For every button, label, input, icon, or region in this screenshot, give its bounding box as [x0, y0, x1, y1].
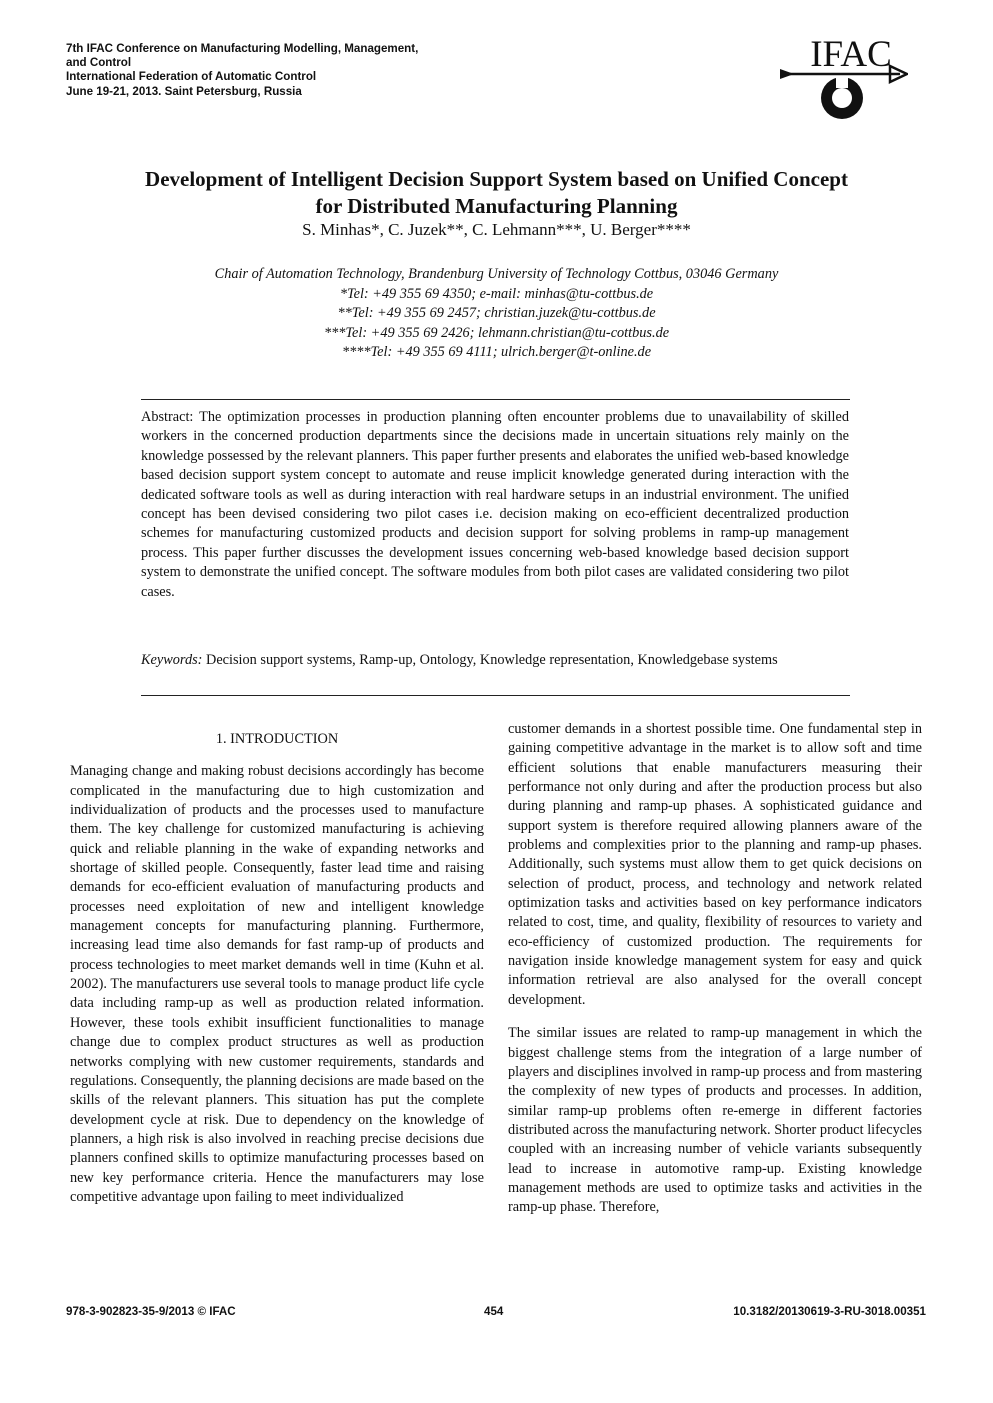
title-line: for Distributed Manufacturing Planning — [315, 194, 678, 218]
body-paragraph: customer demands in a shortest possible time. One fundamental step in gaining competitive advantage in the market is to allow soft and time efficient solutions that enable manufacturers measuring their performance not only during and after the production process but also during planning and ramp-up phases. A sophisticated guidance and support system is therefore required allowing planners aware of the problems and complexities prior to the planning and ramp-up phases. Additionally, such systems must allow them to get quick decisions on selection of product, process, and technology and network related optimization tasks and activities based on key performance indicators related to cost, time, and quality, flexibility of resources to variety and eco-efficiency of customized production. The requirements for navigation inside knowledge management system for easy and quick information retrieval are also analysed for the overall concept development. — [508, 721, 922, 1008]
keywords — [141, 651, 849, 670]
footer-page-number: 454 — [484, 1305, 504, 1318]
affiliation-line: **Tel: +49 355 69 2457; christian.juzek@tu-cottbus.de — [337, 305, 656, 321]
affiliations — [40, 265, 953, 363]
keywords-text: Decision support systems, Ramp-up, Ontology, Knowledge representation, Knowledgebase systems — [202, 652, 778, 668]
ifac-logo-text: IFAC — [810, 34, 892, 75]
body-paragraph: Managing change and making robust decisions accordingly has become complicated in the manufacturing due to high customization and individualization of products and the processes used to manufacture them. The key challenge for customized manufacturing is achieving quick and reliable planning in the wake of expanding networks and shortage of skilled people. Consequently, faster lead time and raising demands for eco-efficient evaluation of manufacturing products and processes need exploitation of new and intelligent knowledge management concepts for manufacturing planning. Furthermore, increasing lead time also demands for fast ramp-up of products and process technologies to meet market demands well in time (Kuhn et al. 2002). The manufacturers use several tools to manage product life cycle data including ramp-up as well as production related information. However, these tools exhibit insufficient functionalities to manage change due to complex product structures as well as production networks complying with new customer requirements, standards and regulations. Consequently, the planning decisions are made based on the skills of the relevant planners. This situation has put the complete development cycle at risk. Due to dependency on the knowledge of planners, a high risk is also involved in reaching precise decisions due planners confined skills to optimize manufacturing processes based on new key performance criteria. Hence the manufacturers may lose competitive advantage upon failing to meet individualized — [70, 763, 484, 1205]
conference-line: June 19-21, 2013. Saint Petersburg, Russia — [66, 84, 302, 98]
abstract: Abstract: The optimization processes in production planning often encounter problems due to unavailability of skilled workers in the concerned production departments since the decisions made in uncertain situations rely mainly on the knowledge possessed by the relevant planners. This paper further presents and elaborates the unified web-based knowledge based decision support system concept to automate and reuse implicit knowledge generated during interaction with the dedicated software tools as well as during interaction with real hardware setups in an industrial environment. The unified concept has been devised considering two pilot cases i.e. decision making on eco-efficient decentralized production schemes for manufacturing customized products and decision support for solving problems in ramp-up management process. This paper further discusses the development issues concerning web-based knowledge based decision support system to demonstrate the unified concept. The software modules from both pilot cases are validated considering two pilot cases. — [141, 409, 849, 600]
keywords-label: Keywords: — [141, 652, 203, 668]
left-column — [70, 720, 484, 1207]
conference-line: and Control — [66, 56, 132, 70]
footer-doi: 10.3182/20130619-3-RU-3018.00351 — [733, 1305, 926, 1318]
conference-header — [66, 42, 496, 99]
section-heading: 1. INTRODUCTION — [215, 731, 339, 747]
conference-line: 7th IFAC Conference on Manufacturing Modelling, Management, — [66, 42, 419, 55]
affiliation-line: ****Tel: +49 355 69 4111; ulrich.berger@t-online.de — [341, 344, 652, 360]
authors: S. Minhas*, C. Juzek**, C. Lehmann***, U. Berger**** — [302, 220, 691, 239]
paper-title — [50, 166, 943, 220]
footer-isbn: 978-3-902823-35-9/2013 © IFAC — [66, 1305, 236, 1318]
ifac-logo — [778, 34, 908, 126]
abstract-bottom-rule — [141, 695, 850, 696]
affiliation-line: *Tel: +49 355 69 4350; e-mail: minhas@tu-cottbus.de — [339, 285, 654, 302]
affiliation-line: ***Tel: +49 355 69 2426; lehmann.christian@tu-cottbus.de — [323, 324, 670, 341]
body-paragraph: The similar issues are related to ramp-up management in which the biggest challenge stems from the integration of a large number of players and disciplines involved in ramp-up process and from mastering the complexity of new types of products and processes. In addition, similar ramp-up problems often re-emerge in different factories distributed across the manufacturing network. Shorter product lifecycles coupled with an increasing number of vehicle variants subsequently lead to increase in automotive ramp-up. Existing knowledge management methods are used to optimize tasks and activities in the ramp-up phase. Therefore, — [508, 1025, 922, 1216]
abstract-top-rule — [141, 399, 850, 400]
title-line: Development of Intelligent Decision Support System based on Unified Concept — [145, 167, 848, 191]
conference-line: International Federation of Automatic Control — [66, 70, 317, 84]
right-column — [508, 720, 922, 1218]
affiliation-line: Chair of Automation Technology, Brandenburg University of Technology Cottbus, 03046 Germany — [214, 266, 779, 282]
